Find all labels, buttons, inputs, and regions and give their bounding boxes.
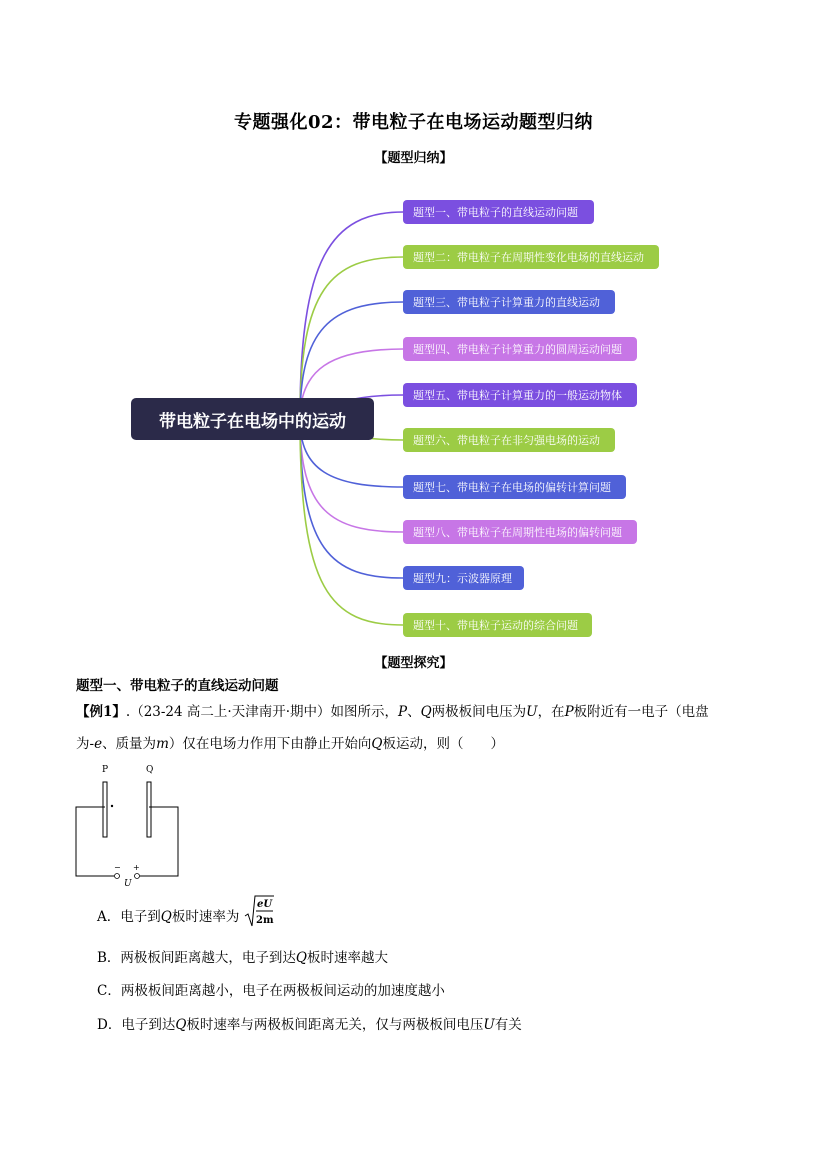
wire-left [76, 807, 114, 876]
question-type-heading: 题型一、带电粒子的直线运动问题 [76, 678, 279, 694]
option-a-text: 板时速率为 [171, 909, 240, 925]
var-u: U [526, 704, 538, 720]
terminal-right [135, 874, 140, 879]
example-text: ）仅在电场力作用下由静止开始向 [168, 736, 372, 752]
example-text: 板运动，则（ ） [382, 736, 504, 752]
mindmap-branch-10: 题型十、带电粒子运动的综合问题 [403, 613, 592, 637]
mindmap-branch-2: 题型二：带电粒子在周期性变化电场的直线运动 [403, 245, 659, 269]
plate-p [103, 782, 107, 837]
example-source: .（23-24 高二上·天津南开·期中）如图所示， [125, 704, 398, 720]
mindmap-branch-3: 题型三、带电粒子计算重力的直线运动 [403, 290, 615, 314]
option-b-text: 板时速率越大 [307, 950, 388, 966]
sqrt-fraction [244, 894, 274, 928]
connector-1 [300, 212, 403, 419]
var-p: P [398, 704, 408, 720]
fraction-denominator: 2m [255, 914, 274, 926]
example-text: 、 [407, 704, 421, 720]
wire-right [140, 807, 178, 876]
option-b-text: B．两极板间距离越大，电子到达 [97, 950, 296, 966]
example-line-1 [76, 698, 709, 726]
var-q: Q [295, 950, 307, 966]
section-heading-summary: 【题型归纳】 [374, 151, 453, 166]
mindmap-branch-9: 题型九：示波器原理 [403, 566, 524, 590]
connector-10 [300, 419, 403, 625]
example-text: ，在 [537, 704, 565, 720]
plate-q [147, 782, 151, 837]
page-title: 专题强化02：带电粒子在电场运动题型归纳 [233, 112, 594, 133]
example-tag: 【例1】 [76, 704, 126, 720]
example-text: 为- [76, 736, 95, 752]
var-q: Q [420, 704, 432, 720]
capacitor-circuit-figure [72, 762, 187, 890]
mindmap-branch-6: 题型六、带电粒子在非匀强电场的运动 [403, 428, 615, 452]
option-d-text: 有关 [494, 1017, 522, 1033]
mindmap-center-node: 带电粒子在电场中的运动 [131, 398, 374, 440]
var-m: m [156, 736, 169, 752]
section-heading-explore: 【题型探究】 [374, 656, 453, 671]
mindmap-branch-5: 题型五、带电粒子计算重力的一般运动物体 [403, 383, 637, 407]
mindmap-branch-7: 题型七、带电粒子在电场的偏转计算问题 [403, 475, 626, 499]
var-e: e [94, 736, 103, 752]
option-d-text: 板时速率与两极板间距离无关，仅与两极板间电压 [186, 1017, 484, 1033]
example-text: 两极板间电压为 [431, 704, 527, 720]
mindmap-branch-1: 题型一、带电粒子的直线运动问题 [403, 200, 594, 224]
var-q: Q [175, 1017, 187, 1033]
example-line-2 [76, 730, 504, 758]
var-q: Q [160, 909, 172, 925]
option-a[interactable] [97, 898, 274, 928]
figure-label-u: U [124, 879, 132, 889]
figure-label-minus: − [114, 863, 121, 872]
mindmap-branch-4: 题型四、带电粒子计算重力的圆周运动问题 [403, 337, 637, 361]
figure-label-p: P [102, 765, 109, 775]
var-u: U [483, 1017, 495, 1033]
electron [111, 805, 113, 807]
figure-label-q: Q [146, 765, 154, 775]
terminal-left [115, 874, 120, 879]
fraction-numerator: eU [256, 898, 272, 910]
example-text: 板附近有一电子（电盘 [573, 704, 709, 720]
example-text: 、质量为 [102, 736, 157, 752]
option-d-text: D．电子到达 [97, 1017, 176, 1033]
option-d[interactable] [97, 1013, 522, 1033]
mindmap-branch-8: 题型八、带电粒子在周期性电场的偏转问题 [403, 520, 637, 544]
var-q: Q [371, 736, 383, 752]
option-c[interactable]: C．两极板间距离越小，电子在两极板间运动的加速度越小 [97, 983, 445, 999]
option-b[interactable] [97, 946, 388, 966]
var-p: P [564, 704, 574, 720]
option-a-text: A．电子到 [97, 909, 161, 925]
figure-label-plus: + [133, 863, 140, 872]
